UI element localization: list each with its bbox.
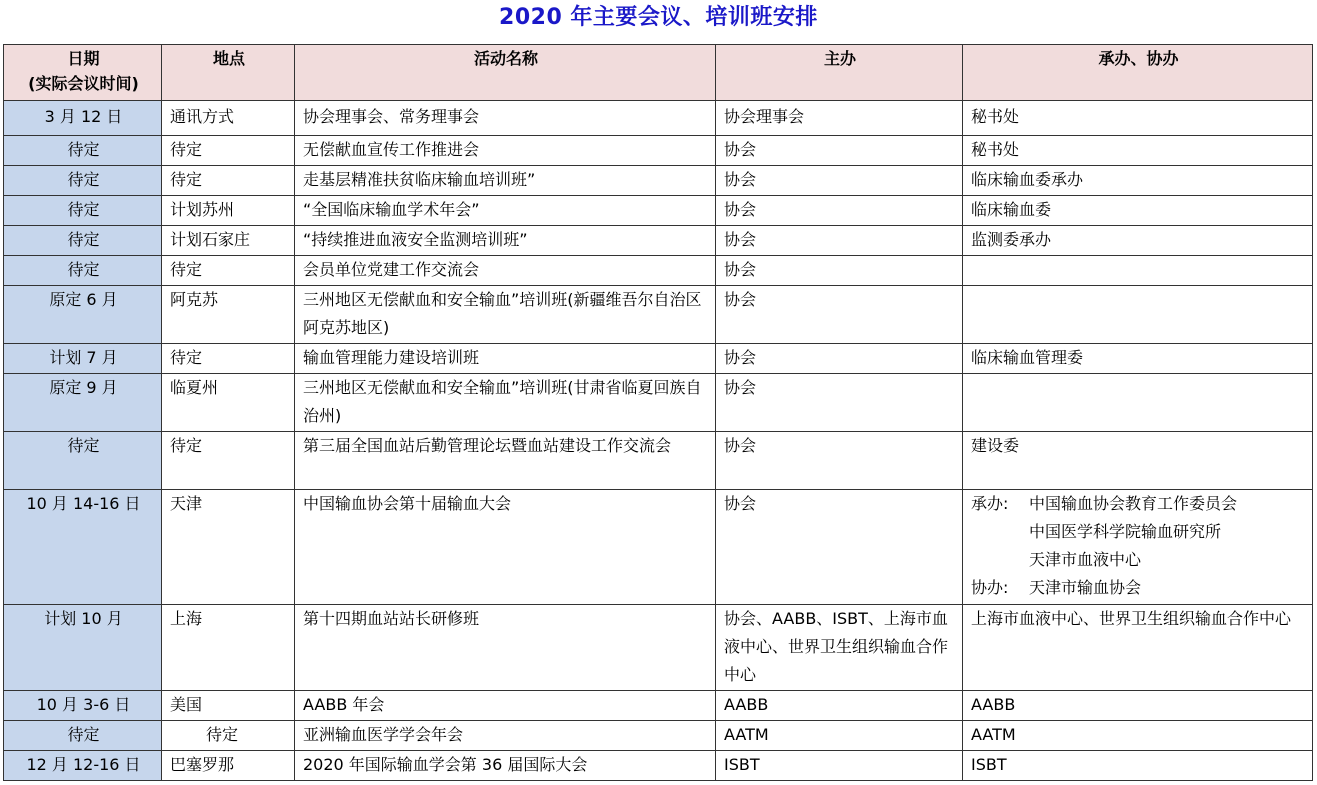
header-date bbox=[4, 45, 162, 101]
activity-cell: 输血管理能力建设培训班 bbox=[295, 344, 716, 374]
activity-cell: 亚洲输血医学学会年会 bbox=[295, 721, 716, 751]
table-row bbox=[4, 691, 1313, 721]
table-row bbox=[4, 166, 1313, 196]
host-cell: AATM bbox=[716, 721, 963, 751]
date-cell: 待定 bbox=[4, 721, 162, 751]
activity-cell: AABB 年会 bbox=[295, 691, 716, 721]
place-cell: 天津 bbox=[162, 490, 295, 605]
place-cell: 待定 bbox=[162, 136, 295, 166]
header-row bbox=[4, 45, 1313, 101]
table-row bbox=[4, 374, 1313, 432]
organizer-text: 中国输血协会教育工作委员会 bbox=[1029, 494, 1238, 513]
date-cell: 待定 bbox=[4, 166, 162, 196]
host-cell: ISBT bbox=[716, 751, 963, 781]
organizer-cell bbox=[963, 286, 1313, 344]
date-cell: 待定 bbox=[4, 226, 162, 256]
place-cell: 巴塞罗那 bbox=[162, 751, 295, 781]
header-place: 地点 bbox=[162, 45, 295, 101]
activity-cell: 中国输血协会第十届输血大会 bbox=[295, 490, 716, 605]
place-cell: 待定 bbox=[162, 256, 295, 286]
date-cell: 计划 7 月 bbox=[4, 344, 162, 374]
organizer-cell: 秘书处 bbox=[963, 101, 1313, 136]
organizer-cell: 监测委承办 bbox=[963, 226, 1313, 256]
date-cell: 12 月 12-16 日 bbox=[4, 751, 162, 781]
date-cell: 待定 bbox=[4, 196, 162, 226]
place-cell: 通讯方式 bbox=[162, 101, 295, 136]
table-row bbox=[4, 196, 1313, 226]
organizer-cell: 建设委 bbox=[963, 432, 1313, 490]
place-cell: 待定 bbox=[162, 432, 295, 490]
organizer-cell: AATM bbox=[963, 721, 1313, 751]
date-cell: 3 月 12 日 bbox=[4, 101, 162, 136]
activity-cell: 会员单位党建工作交流会 bbox=[295, 256, 716, 286]
organizer-line bbox=[971, 574, 1306, 602]
host-cell: 协会 bbox=[716, 286, 963, 344]
organizer-line bbox=[971, 490, 1306, 518]
place-cell: 计划苏州 bbox=[162, 196, 295, 226]
organizer-role: 协办: bbox=[971, 578, 1009, 597]
host-cell: 协会 bbox=[716, 226, 963, 256]
table-row bbox=[4, 136, 1313, 166]
host-cell: 协会 bbox=[716, 196, 963, 226]
activity-cell: 三州地区无偿献血和安全输血”培训班(甘肃省临夏回族自治州) bbox=[295, 374, 716, 432]
organizer-cell: 上海市血液中心、世界卫生组织输血合作中心 bbox=[963, 605, 1313, 691]
date-cell: 计划 10 月 bbox=[4, 605, 162, 691]
activity-cell: 第三届全国血站后勤管理论坛暨血站建设工作交流会 bbox=[295, 432, 716, 490]
activity-cell: 协会理事会、常务理事会 bbox=[295, 101, 716, 136]
date-cell: 原定 9 月 bbox=[4, 374, 162, 432]
date-cell: 待定 bbox=[4, 432, 162, 490]
header-host: 主办 bbox=[716, 45, 963, 101]
organizer-cell: 临床输血委承办 bbox=[963, 166, 1313, 196]
activity-cell: 走基层精准扶贫临床输血培训班” bbox=[295, 166, 716, 196]
organizer-cell: 秘书处 bbox=[963, 136, 1313, 166]
table-row bbox=[4, 490, 1313, 605]
table-row bbox=[4, 344, 1313, 374]
table-row bbox=[4, 286, 1313, 344]
place-cell: 计划石家庄 bbox=[162, 226, 295, 256]
activity-cell: “全国临床输血学术年会” bbox=[295, 196, 716, 226]
host-cell: 协会 bbox=[716, 432, 963, 490]
header-organizer: 承办、协办 bbox=[963, 45, 1313, 101]
table-row bbox=[4, 751, 1313, 781]
organizer-cell: ISBT bbox=[963, 751, 1313, 781]
organizer-text: 天津市输血协会 bbox=[1029, 578, 1142, 597]
host-cell: 协会 bbox=[716, 166, 963, 196]
table-row bbox=[4, 226, 1313, 256]
date-cell: 待定 bbox=[4, 256, 162, 286]
host-cell: 协会 bbox=[716, 490, 963, 605]
table-row bbox=[4, 432, 1313, 490]
table-row bbox=[4, 605, 1313, 691]
place-cell: 待定 bbox=[162, 166, 295, 196]
organizer-text: 中国医学科学院输血研究所 bbox=[1029, 522, 1222, 541]
organizer-cell bbox=[963, 374, 1313, 432]
activity-cell: 第十四期血站站长研修班 bbox=[295, 605, 716, 691]
schedule-table bbox=[3, 44, 1313, 781]
header-activity: 活动名称 bbox=[295, 45, 716, 101]
date-cell: 10 月 3-6 日 bbox=[4, 691, 162, 721]
place-cell: 美国 bbox=[162, 691, 295, 721]
date-cell: 原定 6 月 bbox=[4, 286, 162, 344]
organizer-cell bbox=[963, 490, 1313, 605]
host-cell: 协会理事会 bbox=[716, 101, 963, 136]
date-cell: 待定 bbox=[4, 136, 162, 166]
activity-cell: 三州地区无偿献血和安全输血”培训班(新疆维吾尔自治区阿克苏地区) bbox=[295, 286, 716, 344]
place-cell: 上海 bbox=[162, 605, 295, 691]
organizer-cell: 临床输血委 bbox=[963, 196, 1313, 226]
table-row bbox=[4, 256, 1313, 286]
place-cell: 待定 bbox=[162, 721, 295, 751]
table-row bbox=[4, 721, 1313, 751]
header-date-sub: (实际会议时间) bbox=[28, 74, 139, 93]
activity-cell: “持续推进血液安全监测培训班” bbox=[295, 226, 716, 256]
date-cell: 10 月 14-16 日 bbox=[4, 490, 162, 605]
activity-cell: 无偿献血宣传工作推进会 bbox=[295, 136, 716, 166]
header-date-label: 日期 bbox=[67, 49, 100, 68]
page-title: 2020 年主要会议、培训班安排 bbox=[499, 5, 818, 30]
table-row bbox=[4, 101, 1313, 136]
organizer-cell: 临床输血管理委 bbox=[963, 344, 1313, 374]
host-cell: AABB bbox=[716, 691, 963, 721]
organizer-line bbox=[971, 518, 1306, 546]
host-cell: 协会 bbox=[716, 344, 963, 374]
host-cell: 协会 bbox=[716, 136, 963, 166]
host-cell: 协会 bbox=[716, 256, 963, 286]
organizer-role: 承办: bbox=[971, 494, 1009, 513]
host-cell: 协会 bbox=[716, 374, 963, 432]
organizer-cell bbox=[963, 256, 1313, 286]
organizer-line bbox=[971, 546, 1306, 574]
place-cell: 临夏州 bbox=[162, 374, 295, 432]
place-cell: 待定 bbox=[162, 344, 295, 374]
organizer-cell: AABB bbox=[963, 691, 1313, 721]
place-cell: 阿克苏 bbox=[162, 286, 295, 344]
activity-cell: 2020 年国际输血学会第 36 届国际大会 bbox=[295, 751, 716, 781]
organizer-text: 天津市血液中心 bbox=[1029, 550, 1142, 569]
host-cell: 协会、AABB、ISBT、上海市血液中心、世界卫生组织输血合作中心 bbox=[716, 605, 963, 691]
